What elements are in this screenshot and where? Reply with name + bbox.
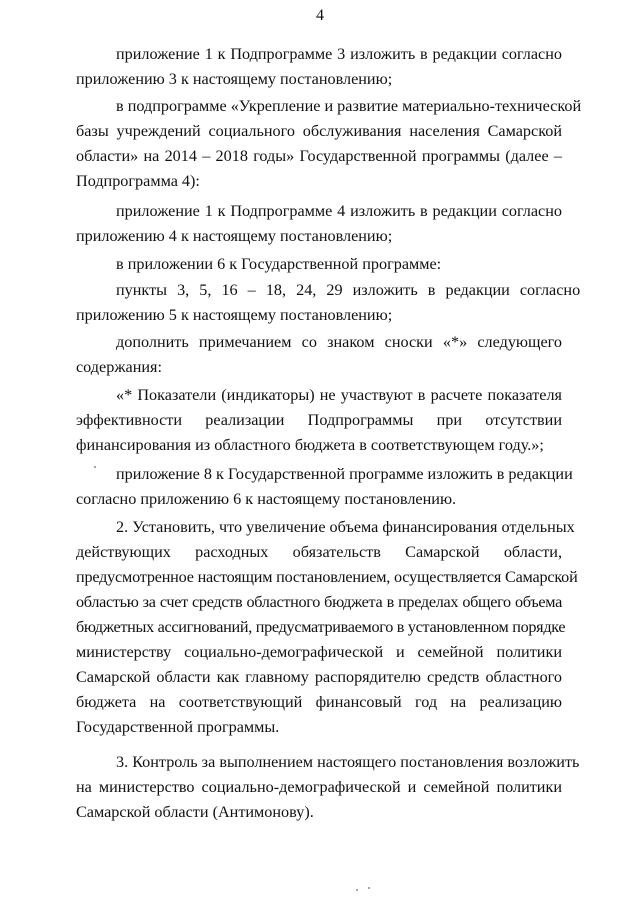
text-line-content: в подпрограмме «Укрепление и развитие материально-технической <box>116 97 582 115</box>
text-line <box>76 330 562 355</box>
paragraph-items <box>76 278 581 328</box>
text-line-content: действующих расходных обязательств Самарской области, <box>76 543 562 561</box>
text-line-content: пункты 3, 5, 16 – 18, 24, 29 изложить в редакции согласно <box>116 281 581 299</box>
scan-speck <box>368 887 370 889</box>
text-line: Самарской области (Антимонову). <box>76 803 314 821</box>
text-line <box>76 408 562 433</box>
text-line: приложению 3 к настоящему постановлению; <box>76 70 393 88</box>
text-line-content: Самарской области как главному распорядителю средств областного <box>76 668 562 686</box>
scan-speck <box>94 466 96 468</box>
paragraph-section-3 <box>76 750 580 825</box>
text-line <box>76 640 562 665</box>
text-line: финансирования из областного бюджета в соответствующем году.»; <box>76 436 544 454</box>
text-line <box>76 42 562 67</box>
text-line-content: приложение 1 к Подпрограмме 4 изложить в редакции согласно <box>116 202 562 220</box>
text-line-content: эффективности реализации Подпрограммы при отсутствии <box>76 411 562 429</box>
text-line: содержания: <box>76 358 162 376</box>
paragraph-subprogram-4-intro <box>76 94 582 194</box>
text-line <box>76 119 562 144</box>
text-line <box>76 615 566 640</box>
text-line: Государственной программы. <box>76 718 280 736</box>
text-line <box>76 750 580 775</box>
text-line-content: области» на 2014 – 2018 годы» Государственной программы (далее – <box>76 147 562 165</box>
paragraph-appendix-1-subprogram-3 <box>76 42 562 92</box>
paragraph-appendix-6 <box>76 252 562 277</box>
text-line-content: областью за счет средств областного бюджета в пределах общего объема <box>76 593 562 611</box>
paragraph-appendix-8 <box>76 462 573 512</box>
text-line-content: предусмотренное настоящим постановлением, осуществляется Самарской <box>76 568 578 586</box>
text-line <box>76 278 581 303</box>
text-line: приложению 5 к настоящему постановлению; <box>76 306 393 324</box>
text-line <box>76 94 582 119</box>
text-line-content: министерству социально-демографической и семейной политики <box>76 643 562 661</box>
text-line: согласно приложению 6 к настоящему постановлению. <box>76 490 457 508</box>
text-line-content: бюджета на соответствующий финансовый год на реализацию <box>76 693 562 711</box>
text-line-content: «* Показатели (индикаторы) не участвуют в расчете показателя <box>116 386 562 404</box>
text-line <box>76 383 562 408</box>
text-line <box>76 565 578 590</box>
text-line <box>76 462 573 487</box>
text-line <box>76 665 562 690</box>
paragraph-appendix-1-subprogram-4 <box>76 199 562 249</box>
text-line-content: приложение 1 к Подпрограмме 3 изложить в редакции согласно <box>116 45 562 63</box>
text-line-content: бюджетных ассигнований, предусматриваемого в установленном порядке <box>76 618 566 636</box>
text-line <box>76 540 562 565</box>
text-line <box>76 590 562 615</box>
text-line: Подпрограмма 4): <box>76 172 200 190</box>
paragraph-footnote-add <box>76 330 562 380</box>
text-line <box>76 775 562 800</box>
text-line <box>76 144 562 169</box>
text-line: приложению 4 к настоящему постановлению; <box>76 227 393 245</box>
text-line-content: дополнить примечанием со знаком сноски «*» следующего <box>116 333 562 351</box>
text-line-content: приложение 8 к Государственной программе изложить в редакции <box>116 465 573 483</box>
text-line-content: на министерство социально-демографической и семейной политики <box>76 778 562 796</box>
text-line-content: базы учреждений социального обслуживания населения Самарской <box>76 122 562 140</box>
page-number: 4 <box>316 7 324 24</box>
text-line: в приложении 6 к Государственной программе: <box>116 255 442 273</box>
text-line <box>76 515 575 540</box>
text-line <box>76 199 562 224</box>
text-line-content: 2. Установить, что увеличение объема финансирования отдельных <box>116 518 575 536</box>
text-line-content: 3. Контроль за выполнением настоящего постановления возложить <box>116 753 580 771</box>
scan-speck <box>356 889 358 891</box>
paragraph-footnote-text <box>76 383 562 458</box>
text-line <box>76 690 562 715</box>
paragraph-section-2 <box>76 515 578 740</box>
